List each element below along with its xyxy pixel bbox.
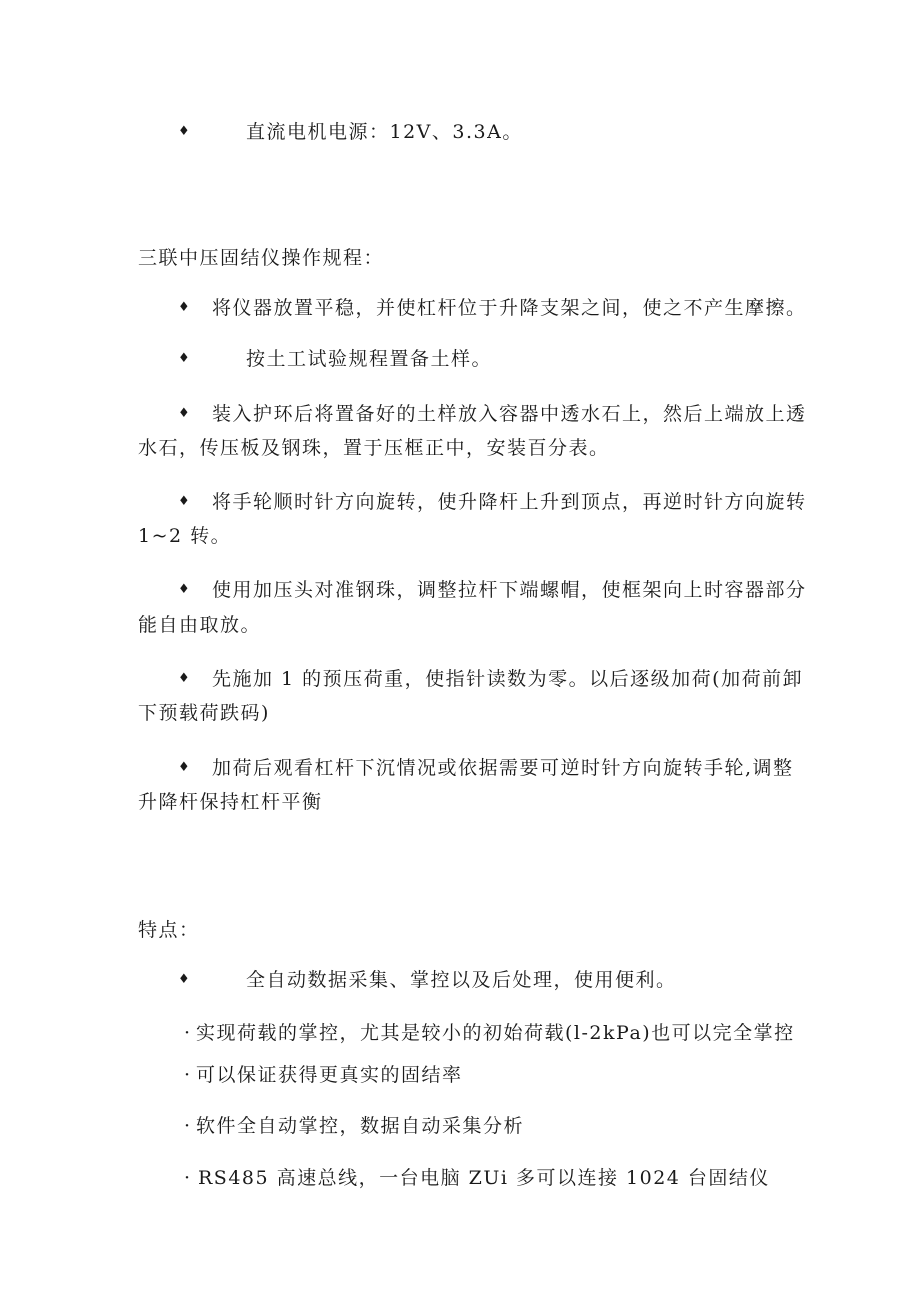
bullet-icon: ♦ xyxy=(178,972,192,987)
bullet-icon: ♦ xyxy=(178,124,192,139)
step-6-text-line2: 下预载荷跌码) xyxy=(138,702,270,724)
bullet-icon: ♦ xyxy=(178,494,192,509)
step-3-text-line2: 水石，传压板及钢珠，置于压框正中，安装百分表。 xyxy=(138,437,610,459)
bullet-icon: ♦ xyxy=(178,582,192,597)
bullet-icon: ♦ xyxy=(178,671,192,686)
procedure-heading: 三联中压固结仪操作规程： xyxy=(138,247,385,269)
bullet-icon: ♦ xyxy=(178,760,192,775)
step-7-text-line2: 升降杆保持杠杆平衡 xyxy=(138,791,323,813)
bullet-icon: ♦ xyxy=(178,351,192,366)
dot-bullet-icon: · xyxy=(184,1022,192,1044)
step-7-text-line1: 加荷后观看杠杆下沉情况或依据需要可逆时针方向旋转手轮,调整 xyxy=(212,757,794,779)
step-3-text-line1: 装入护环后将置备好的土样放入容器中透水石上，然后上端放上透 xyxy=(212,403,807,425)
dot-bullet-icon: · xyxy=(184,1064,192,1086)
feature-item-2: 可以保证获得更真实的固结率 xyxy=(196,1064,463,1086)
step-1-text: 将仪器放置平稳，并使杠杆位于升降支架之间，使之不产生摩擦。 xyxy=(212,297,807,319)
step-2-text: 按土工试验规程置备土样。 xyxy=(246,348,493,370)
power-spec-text: 直流电机电源：12V、3.3A。 xyxy=(246,121,523,143)
step-4-text-line2: 1~2 转。 xyxy=(138,525,232,547)
step-4-text-line1: 将手轮顺时针方向旋转，使升降杆上升到顶点，再逆时针方向旋转 xyxy=(212,491,807,513)
features-heading: 特点： xyxy=(138,919,200,941)
step-5-text-line1: 使用加压头对准钢珠，调整拉杆下端螺帽，使框架向上时容器部分 xyxy=(212,579,807,601)
dot-bullet-icon: · xyxy=(184,1167,192,1189)
bullet-icon: ♦ xyxy=(178,406,192,421)
feature-main-text: 全自动数据采集、掌控以及后处理，使用便利。 xyxy=(246,969,677,991)
bullet-icon: ♦ xyxy=(178,300,192,315)
dot-bullet-icon: · xyxy=(184,1115,192,1137)
step-5-text-line2: 能自由取放。 xyxy=(138,614,262,636)
feature-item-3: 软件全自动掌控，数据自动采集分析 xyxy=(196,1115,525,1137)
step-6-text-line1: 先施加 1 的预压荷重，使指针读数为零。以后逐级加荷(加荷前卸 xyxy=(212,668,804,690)
feature-item-4: RS485 高速总线，一台电脑 ZUi 多可以连接 1024 台固结仪 xyxy=(198,1167,770,1189)
feature-item-1: 实现荷载的掌控，尤其是较小的初始荷载(l-2kPa)也可以完全掌控 xyxy=(196,1022,795,1044)
